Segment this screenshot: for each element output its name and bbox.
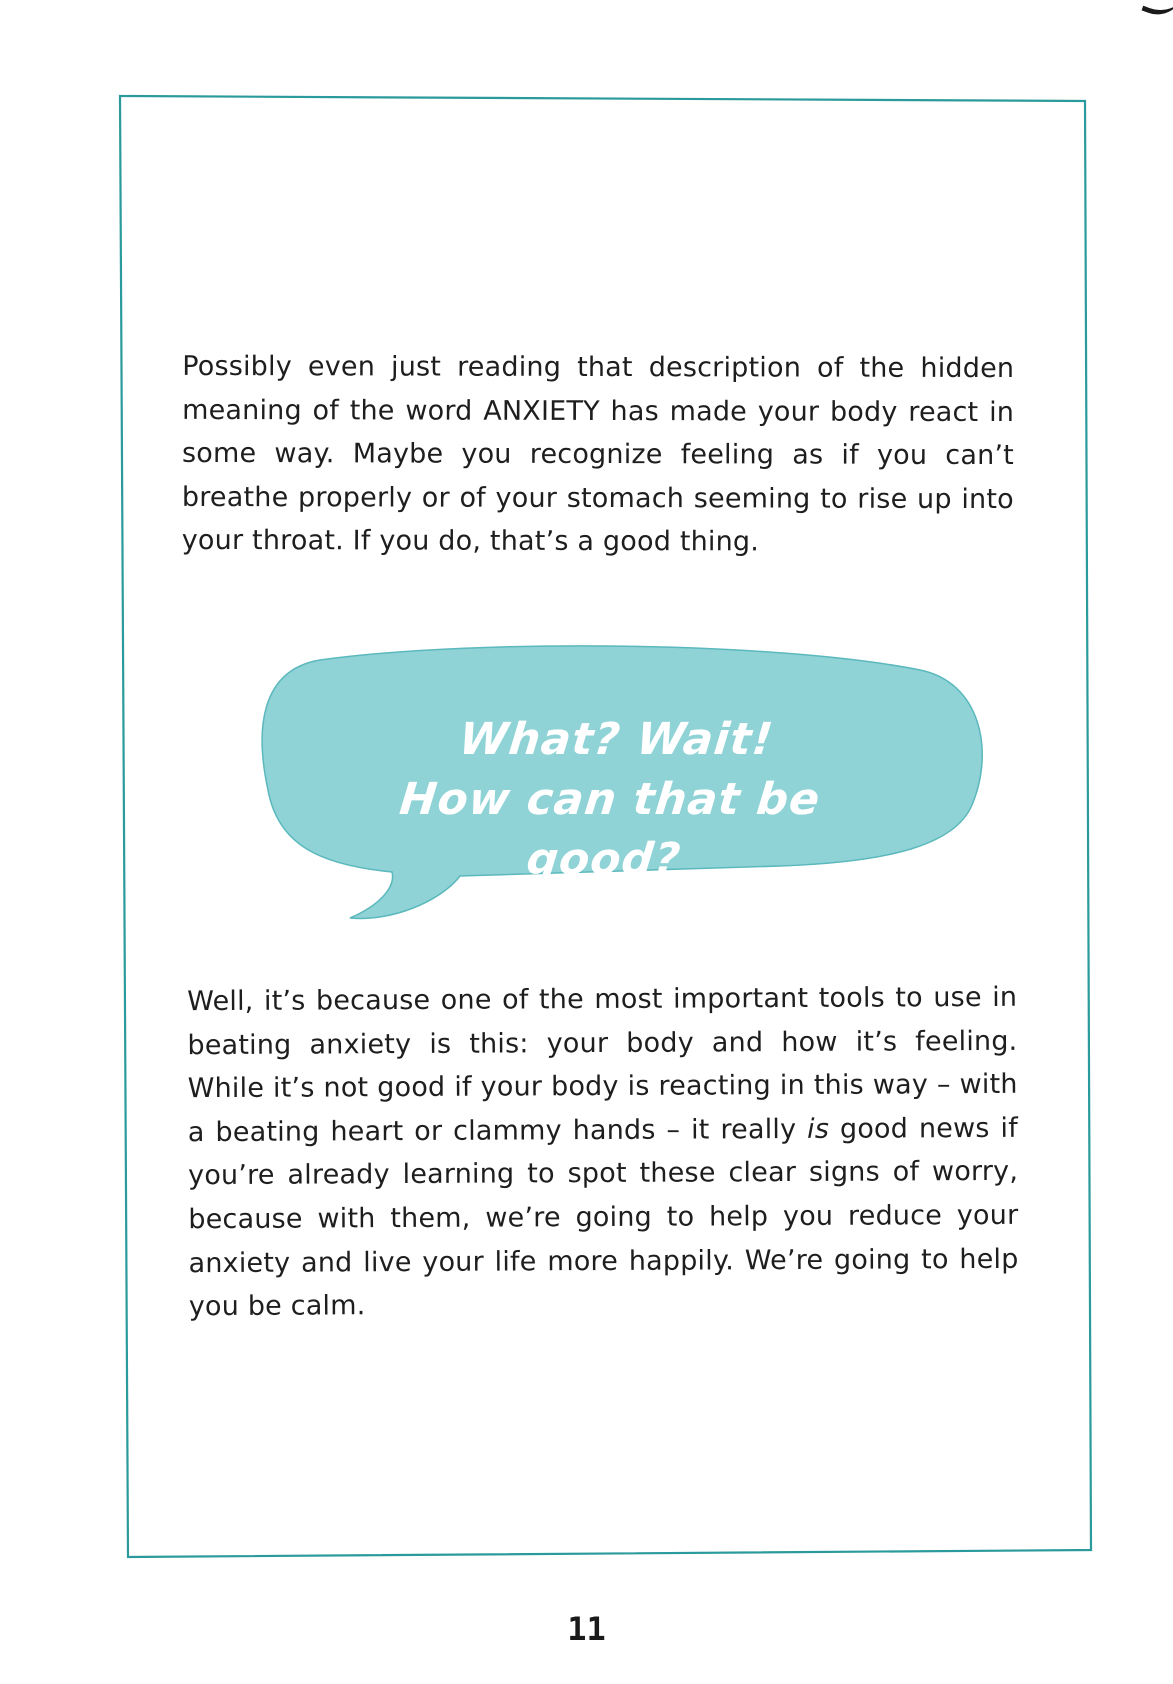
speech-bubble-text bbox=[321, 710, 900, 890]
body-paragraph-2-end: good news if you’re already learning to spot these clear signs of worry, because with them, we’re going to help you reduce your anxiety and live your life more happily. We’re going to help you be calm. bbox=[188, 1112, 1019, 1323]
emphasis-is: is bbox=[807, 1113, 830, 1145]
speech-bubble-line-1: What? Wait! bbox=[456, 714, 776, 765]
body-paragraph-2 bbox=[187, 976, 1019, 1329]
speech-bubble-line-2: How can that be good? bbox=[397, 774, 823, 885]
body-paragraph-1: Possibly even just reading that description of the hidden meaning of the word ANXIETY has made your body react in some way. Maybe you recognize feeling as if you can’t breathe properly or of your stomach seeming to rise up into your throat. If you do, that’s a good thing. bbox=[181, 350, 1015, 558]
speech-bubble bbox=[260, 640, 990, 930]
page-number: 11 bbox=[567, 1610, 606, 1648]
body-paragraph-2-start: Well, it’s because one of the most important tools to use in beating anxiety is this: your body and how it’s feeling. While it’s not good if your body is reacting in this way – with a beating heart or clammy hands – it really bbox=[187, 981, 1018, 1148]
